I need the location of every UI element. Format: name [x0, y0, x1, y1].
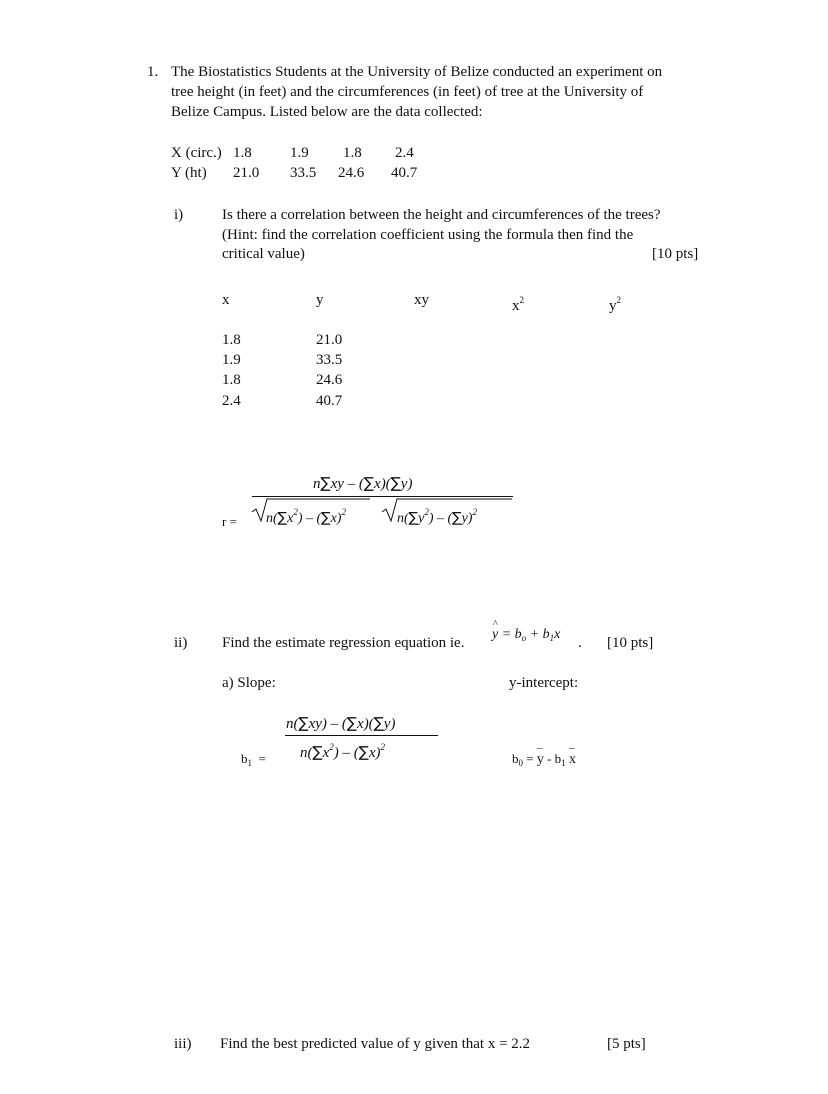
table-x-2: 1.9: [222, 352, 241, 368]
header-y-squared: $y^2$: [609, 295, 621, 314]
b1-fraction-bar: [285, 735, 438, 736]
data-x-2: 1.9: [290, 145, 309, 161]
part-i-line-3: critical value): [222, 246, 305, 262]
part-i-line-2: (Hint: find the correlation coefficient using the formula then find the: [222, 227, 634, 243]
b1-numerator: n(∑xy) – (∑x)(∑y): [286, 714, 396, 732]
intercept-label: y-intercept:: [509, 675, 579, 691]
slope-label: a) Slope:: [222, 675, 276, 691]
data-y-3: 24.6: [338, 165, 365, 181]
intro-line-1: The Biostatistics Students at the University of Belize conducted an experiment on: [171, 64, 663, 80]
question-number: 1.: [147, 64, 159, 80]
table-y-4: 40.7: [316, 393, 343, 409]
data-x-4: 2.4: [395, 145, 414, 161]
intro-line-2: tree height (in feet) and the circumferences (in feet) of tree at the University of: [171, 84, 644, 100]
b1-symbol: $b_1$ =: [241, 751, 266, 768]
part-iii-text: Find the best predicted value of y given that x = 2.2: [220, 1036, 531, 1052]
regression-period: .: [578, 635, 582, 651]
regression-equation: y ^ = $b_o + b_1x$: [492, 619, 561, 643]
part-i-label: i): [174, 207, 184, 223]
data-row-label-y: Y (ht): [171, 165, 207, 181]
header-x-squared: $x^2$: [512, 295, 524, 314]
data-y-2: 33.5: [290, 165, 317, 181]
table-x-4: 2.4: [222, 393, 241, 409]
part-i-line-1: Is there a correlation between the height and circumferences of the trees?: [222, 207, 661, 223]
header-x: x: [222, 292, 230, 308]
data-x-1: 1.8: [233, 145, 252, 161]
table-x-3: 1.8: [222, 372, 241, 388]
header-xy: xy: [414, 292, 429, 308]
r-label: r =: [222, 514, 237, 529]
table-y-3: 24.6: [316, 372, 343, 388]
table-y-2: 33.5: [316, 352, 343, 368]
part-iii-points: [5 pts]: [607, 1036, 646, 1052]
r-denominator-right: $n(\sum y^2) - (\sum y)^2$: [397, 507, 477, 526]
data-y-4: 40.7: [391, 165, 418, 181]
data-x-3: 1.8: [343, 145, 362, 161]
header-y: y: [316, 292, 324, 308]
b0-formula: $b_0 = y$ – - $b_1$ x –: [512, 742, 576, 768]
table-x-1: 1.8: [222, 332, 241, 348]
part-ii-text: Find the estimate regression equation ie.: [222, 635, 465, 651]
data-row-label-x: X (circ.): [171, 145, 222, 161]
intro-line-3: Belize Campus. Listed below are the data collected:: [171, 104, 483, 120]
part-ii-label: ii): [174, 635, 188, 651]
r-denominator-left: $n(\sum x^2) - (\sum x)^2$: [266, 507, 346, 526]
part-ii-points: [10 pts]: [607, 635, 654, 651]
part-i-points: [10 pts]: [652, 246, 699, 262]
part-iii-label: iii): [174, 1036, 192, 1052]
r-numerator: n∑xy – (∑x)(∑y): [313, 474, 413, 492]
data-y-1: 21.0: [233, 165, 260, 181]
b1-denominator: $n(\sum x^2) - (\sum x)^2$: [300, 742, 386, 761]
table-y-1: 21.0: [316, 332, 343, 348]
